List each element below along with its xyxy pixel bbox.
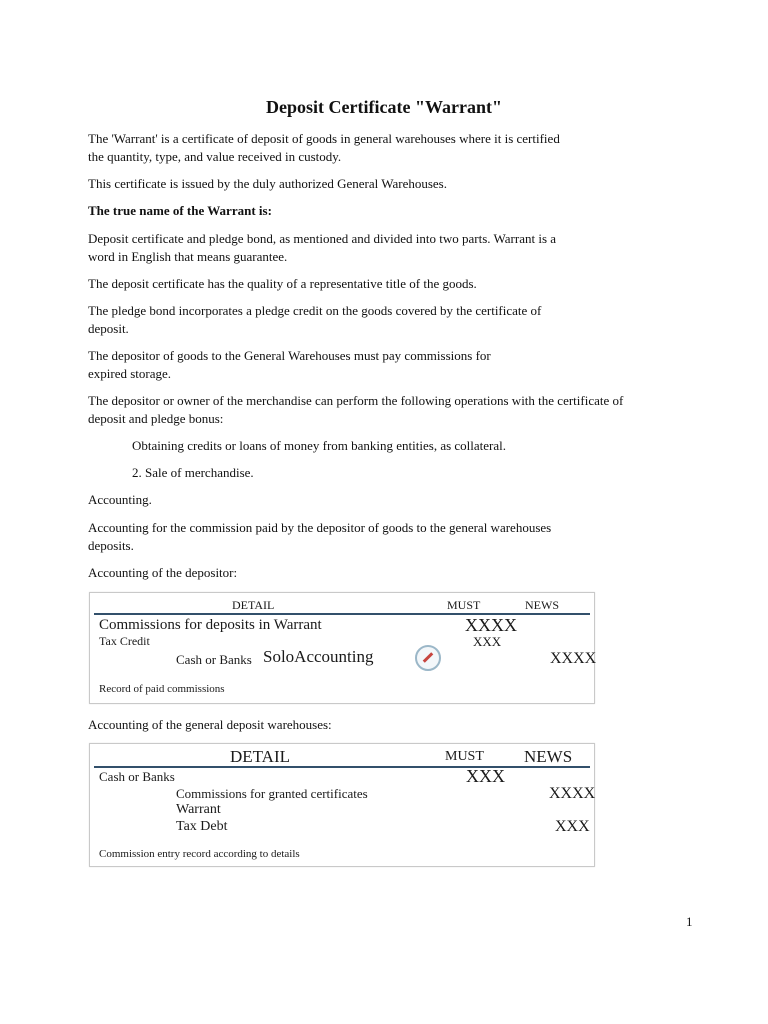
paragraph-commissions	[88, 347, 548, 383]
paragraph-line: Deposit certificate and pledge bond, as mentioned and divided into two parts. Warrant is a	[88, 231, 557, 246]
paragraph-accounting-depositor: Accounting of the depositor:	[88, 565, 238, 580]
paragraph-representative-title: The deposit certificate has the quality of a representative title of the goods.	[88, 276, 477, 291]
paragraph-warrant-definition	[88, 130, 668, 166]
watermark-seal-icon	[415, 645, 441, 671]
paragraph-operations	[88, 392, 668, 428]
row-news-value: XXX	[555, 818, 590, 835]
row-must-value: XXXX	[465, 615, 517, 635]
column-header-news: NEWS	[524, 747, 573, 766]
paragraph-line: word in English that means guarantee.	[88, 249, 288, 264]
row-must-value: XXX	[473, 634, 502, 649]
list-item-sale: 2. Sale of merchandise.	[132, 465, 254, 480]
paragraph-line: The depositor or owner of the merchandise can perform the following operations with the certificate of	[88, 393, 624, 408]
list-item-credits: Obtaining credits or loans of money from banking entities, as collateral.	[132, 438, 507, 453]
paragraph-line: deposits.	[88, 538, 134, 553]
watermark-text: SoloAccounting	[263, 647, 374, 666]
column-header-must: MUST	[447, 598, 481, 612]
paragraph-pledge-bond	[88, 302, 588, 338]
paragraph-deposit-and-pledge	[88, 230, 668, 266]
paragraph-line: The depositor of goods to the General Warehouses must pay commissions for	[88, 348, 491, 363]
row-news-value: XXXX	[549, 785, 596, 802]
row-label: Commissions for deposits in Warrant	[99, 617, 322, 633]
header-rule	[94, 766, 590, 768]
paragraph-accounting-warehouses: Accounting of the general deposit warehouses:	[88, 717, 332, 732]
column-header-news: NEWS	[525, 598, 559, 612]
table-note: Record of paid commissions	[99, 683, 225, 695]
paragraph-line: deposit.	[88, 321, 129, 336]
table-note: Commission entry record according to details	[99, 848, 300, 860]
paragraph-line: deposit and pledge bonus:	[88, 411, 224, 426]
page-number: 1	[686, 914, 693, 929]
row-must-value: XXX	[466, 766, 505, 786]
row-label: Commissions for granted certificates	[176, 786, 368, 801]
paragraph-accounting-heading: Accounting.	[88, 492, 152, 507]
journal-entry-table-depositor	[89, 592, 595, 704]
journal-entry-table-warehouses	[89, 743, 595, 867]
paragraph-line: the quantity, type, and value received in custody.	[88, 149, 342, 164]
paragraph-accounting-commission	[88, 519, 608, 555]
paragraph-line: expired storage.	[88, 366, 172, 381]
row-label: Cash or Banks	[99, 769, 175, 784]
paragraph-line: The 'Warrant' is a certificate of deposit of goods in general warehouses where it is certified	[88, 131, 560, 146]
row-label: Tax Credit	[99, 634, 150, 648]
row-label: Tax Debt	[176, 819, 228, 834]
paragraph-line: The pledge bond incorporates a pledge credit on the goods covered by the certificate of	[88, 303, 542, 318]
row-label: Warrant	[176, 802, 221, 817]
paragraph-true-name-heading: The true name of the Warrant is:	[88, 203, 272, 218]
row-label: Cash or Banks	[176, 652, 252, 667]
column-header-detail: DETAIL	[230, 747, 291, 766]
paragraph-line: Accounting for the commission paid by the depositor of goods to the general warehouses	[88, 520, 552, 535]
column-header-must: MUST	[445, 749, 484, 764]
column-header-detail: DETAIL	[232, 598, 275, 612]
row-news-value: XXXX	[550, 650, 597, 667]
paragraph-issued-by: This certificate is issued by the duly authorized General Warehouses.	[88, 176, 447, 191]
document-title: Deposit Certificate "Warrant"	[266, 97, 502, 117]
